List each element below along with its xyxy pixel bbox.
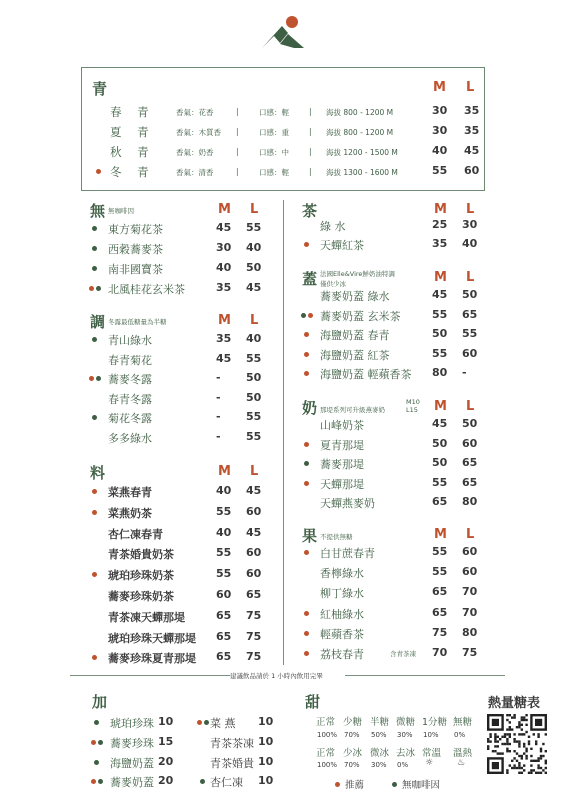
guo-item-name[interactable]: 荔枝春青 [320,648,364,661]
price-m: 55 [432,545,448,558]
qing-item-aroma: 香氣：花香 [176,108,214,117]
size-l-label: L [250,464,259,479]
separator: | [236,107,239,116]
size-m-label: M [433,80,446,95]
recommend-dot-icon [92,572,97,577]
price-l: 75 [462,646,478,659]
diao-note: 冬露最低糖量為半糖 [108,318,167,326]
price-l: 40 [246,332,262,345]
price-l: 60 [462,346,478,360]
price-l: 70 [462,605,478,619]
separator: | [309,127,312,136]
price-m: 55 [216,504,232,518]
wu-item-name[interactable]: 南非國寶茶 [108,263,163,276]
recommend-dot-icon [304,352,309,357]
price-m: 70 [432,646,448,659]
addon-name[interactable]: 琥珀珍珠 [110,717,154,730]
legend-no-caffeine: 無咖啡因 [402,780,441,791]
price-m: 55 [216,546,232,560]
price-m: 75 [432,625,448,639]
price-l: 35 [464,124,480,137]
addon-name[interactable]: 蕎麥奶蓋 [110,776,154,789]
size-l-label: L [466,270,475,285]
price-l: 55 [246,221,262,234]
price-l: 75 [246,650,262,664]
price-m: 50 [432,456,448,469]
size-m-label: M [434,270,447,285]
column-divider [283,200,284,665]
guo-item-name[interactable]: 輕蘋香茶 [320,627,364,641]
gai-item-name[interactable]: 蕎麥奶蓋 綠水 [320,290,390,303]
recommend-dot-icon [197,720,202,725]
legend-recommend: 推薦 [345,780,365,791]
price-m: 40 [216,484,232,497]
sugar-level[interactable]: 半糖 [370,717,390,728]
price-l: 55 [246,351,262,365]
price-l: 60 [462,565,478,579]
separator: | [309,167,312,176]
price-m: 65 [432,495,448,508]
qing-item-altitude: 海拔 800 - 1200 M [326,108,394,117]
addon-price: 15 [158,735,174,748]
recommend-dot-icon [92,655,97,660]
diao-item-name[interactable]: 青山綠水 [108,334,152,347]
price-l: 55 [462,327,478,340]
no-caffeine-dot-icon [92,226,97,231]
price-l: 50 [246,261,262,274]
size-l-label: L [466,399,475,414]
sugar-percent: 0% [454,731,466,739]
guo-item-name[interactable]: 柳丁綠水 [320,587,364,601]
diao-item-name[interactable]: 多多綠水 [108,431,152,445]
ice-level[interactable]: 少冰 [343,748,363,759]
price-m: 65 [432,605,448,619]
price-l: 75 [246,608,262,622]
separator: | [309,107,312,116]
diao-heading: 調 [90,313,106,331]
sugar-level[interactable]: 無糖 [453,717,473,728]
price-l: 65 [246,588,262,601]
price-l: 35 [464,104,480,117]
ice-level[interactable]: 微冰 [370,748,390,759]
ice-percent: 70% [344,761,360,769]
price-m: 65 [216,608,232,622]
diao-item-name[interactable]: 菊花冬露 [108,412,152,425]
liao-item-name[interactable]: 菜燕奶茶 [108,506,152,520]
divider-left [70,675,230,676]
price-l: 50 [462,288,478,301]
ice-level[interactable]: 常溫 [422,748,442,759]
addon-price: 10 [158,715,174,728]
no-caffeine-dot-icon [96,286,101,291]
addon-price: 10 [258,715,274,728]
size-l-label: L [466,80,475,95]
price-m: 50 [432,436,448,450]
price-m: 60 [216,588,232,601]
size-m-label: M [218,313,231,328]
addon-price: 20 [158,755,174,768]
price-l: 60 [246,567,262,581]
qing-heading: 青 [92,80,108,98]
addon-price: 10 [258,735,274,748]
price-l: 50 [246,371,262,384]
nai-heading: 奶 [302,399,318,417]
size-l-label: L [250,202,259,217]
ice-level[interactable]: 溫熱 [453,748,473,759]
addon-name[interactable]: 菜 燕 [210,717,236,730]
price-l: 60 [462,436,478,450]
price-l: 40 [246,241,262,254]
liao-heading: 料 [90,464,106,482]
ice-percent: 0% [397,761,409,769]
liao-item-name[interactable]: 蕎麥珍珠夏青那堤 [108,652,196,666]
gai-note-2: 僅供少冰 [320,280,346,288]
price-m: - [216,410,221,423]
price-m: 40 [216,525,232,539]
recommend-dot-icon [304,371,309,376]
price-l: 70 [462,585,478,599]
wu-item-name[interactable]: 西穀蕎麥茶 [108,243,163,256]
price-m: 45 [216,221,232,234]
price-l: 40 [462,237,478,250]
price-m: 45 [432,288,448,301]
recommend-dot-icon [96,169,101,174]
qing-item-name[interactable]: 冬 青 [110,165,155,179]
cha-heading: 茶 [302,202,318,220]
ice-percent: 100% [317,761,338,769]
separator: | [236,167,239,176]
nai-item-name[interactable]: 蕎麥那堤 [320,458,364,471]
nai-note: 那堤系列可升級燕麥奶 [320,406,385,414]
guo-item-name[interactable]: 白甘蔗春青 [320,547,375,560]
recommend-dot-icon [304,611,309,616]
price-m: 40 [432,144,448,157]
price-m: 55 [432,164,448,177]
price-m: - [216,390,221,404]
separator: | [236,127,239,136]
no-caffeine-dot-icon [301,313,306,318]
qing-item-name[interactable]: 秋 青 [110,145,155,159]
nai-upgrade-m: M10 [406,398,420,406]
separator: | [236,147,239,156]
nai-upgrade-l: L15 [406,406,418,414]
room-temp-icon: ☼ [425,758,434,768]
diao-item-name[interactable]: 春青菊花 [108,353,152,367]
ice-level[interactable]: 正常 [316,748,336,759]
sugar-level[interactable]: 1分糖 [422,717,448,728]
recommend-dot-icon [304,631,309,636]
price-m: 55 [432,475,448,489]
no-caffeine-dot-icon [304,461,309,466]
qing-item-aroma: 香氣：奶香 [176,148,214,157]
price-l: 50 [462,417,478,430]
nai-item-name[interactable]: 天蟬那堤 [320,477,364,491]
liao-item-name[interactable]: 琥珀珍珠天蟬那堤 [108,631,196,645]
recommend-dot-icon [89,286,94,291]
price-m: 30 [432,124,448,137]
recommend-dot-icon [308,313,313,318]
jia-heading: 加 [92,693,108,711]
size-m-label: M [218,464,231,479]
size-m-label: M [434,202,447,217]
gai-item-name[interactable]: 海鹽奶蓋 輕蘋香茶 [320,368,412,381]
sugar-percent: 50% [371,731,387,739]
nai-item-name[interactable]: 山峰奶茶 [320,419,364,432]
price-m: 35 [216,281,232,294]
item-tag: 含青茶凍 [390,650,416,658]
price-l: - [462,366,467,379]
liao-item-name[interactable]: 蕎麥珍珠奶茶 [108,590,174,603]
price-m: 65 [216,650,232,664]
size-m-label: M [434,399,447,414]
gai-item-name[interactable]: 蕎麥奶蓋 玄米茶 [320,309,401,323]
recommend-dot-icon [91,740,96,745]
drink-time-note: 建議飲品請於 1 小時內飲用完畢 [230,672,323,680]
addon-name[interactable]: 杏仁凍 [210,776,243,789]
price-l: 80 [462,495,478,508]
qing-item-aroma: 香氣：木質香 [176,128,221,137]
liao-item-name[interactable]: 琥珀珍珠奶茶 [108,569,174,583]
nai-item-name[interactable]: 天蟬燕麥奶 [320,497,375,510]
price-l: 60 [464,164,480,177]
sugar-level[interactable]: 少糖 [343,717,363,728]
price-m: 25 [432,218,448,231]
divider-right [345,675,505,676]
price-l: 45 [464,144,480,157]
qing-item-taste: 口感：中 [259,148,289,157]
liao-item-name[interactable]: 青茶凍天蟬那堤 [108,610,185,624]
addon-name[interactable]: 青茶茶凍 [210,737,254,750]
price-l: 45 [246,525,262,539]
size-l-label: L [250,313,259,328]
price-l: 60 [462,545,478,558]
price-m: 30 [216,241,232,254]
sugar-percent: 10% [423,731,439,739]
size-m-label: M [434,527,447,542]
addon-name[interactable]: 海鹽奶蓋 [110,757,154,770]
qing-item-name[interactable]: 春 青 [110,105,155,119]
price-l: 80 [462,625,478,639]
liao-item-name[interactable]: 青茶婚貴奶茶 [108,548,174,562]
sugar-percent: 100% [317,731,338,739]
no-caffeine-dot-icon [92,246,97,251]
no-caffeine-dot-icon [92,337,97,342]
no-caffeine-dot-icon [392,782,397,787]
price-l: 45 [246,484,262,497]
ice-percent: 30% [371,761,387,769]
diao-item-name[interactable]: 蕎麥冬露 [108,373,152,386]
no-caffeine-dot-icon [204,720,209,725]
separator: | [309,147,312,156]
qing-item-taste: 口感：輕 [259,168,289,177]
recommend-dot-icon [89,376,94,381]
price-m: 50 [432,327,448,340]
price-m: 55 [432,346,448,360]
liao-item-name[interactable]: 菜燕春青 [108,486,152,499]
price-m: 30 [432,104,448,117]
addon-name[interactable]: 青茶婚貴 [210,757,254,770]
cha-item-name[interactable]: 綠 水 [320,220,346,233]
cha-item-name[interactable]: 天蟬紅茶 [320,239,364,252]
recommend-dot-icon [92,489,97,494]
price-m: 55 [432,565,448,579]
guo-heading: 果 [302,527,318,545]
qing-item-name[interactable]: 夏 青 [110,125,155,139]
nai-item-name[interactable]: 夏青那堤 [320,438,364,452]
recommend-dot-icon [304,442,309,447]
price-l: 45 [246,281,262,294]
recommend-dot-icon [304,651,309,656]
price-l: 60 [246,504,262,518]
wu-item-name[interactable]: 北風桂花玄米茶 [108,283,185,296]
gai-heading: 蓋 [302,270,318,288]
price-m: - [216,429,221,443]
guo-item-name[interactable]: 紅柚綠水 [320,607,364,621]
price-m: 40 [216,261,232,274]
price-m: - [216,371,221,384]
no-caffeine-dot-icon [98,740,103,745]
guo-note: 不提供無糖 [320,533,353,541]
qing-item-altitude: 海拔 1300 - 1600 M [326,168,398,177]
tian-heading: 甜 [305,693,321,711]
diao-item-name[interactable]: 春青冬露 [108,392,152,406]
gai-item-name[interactable]: 海鹽奶蓋 春青 [320,329,390,342]
recommend-dot-icon [92,510,97,515]
qing-item-taste: 口感：輕 [259,108,289,117]
price-l: 65 [462,307,478,321]
price-m: 65 [216,629,232,643]
sugar-level[interactable]: 微糖 [396,717,416,728]
qing-item-aroma: 香氣：清香 [176,168,214,177]
sugar-percent: 70% [344,731,360,739]
price-l: 55 [246,410,262,423]
gai-note-1: 法國Elle&Vire鮮奶油特調 [320,270,395,278]
sugar-level[interactable]: 正常 [316,717,336,728]
wu-note: 無咖啡因 [108,207,134,215]
no-caffeine-dot-icon [96,376,101,381]
price-m: 55 [432,307,448,321]
wu-heading: 無 [90,202,106,220]
recommend-dot-icon [304,332,309,337]
qing-item-altitude: 海拔 800 - 1200 M [326,128,394,137]
recommend-dot-icon [91,779,96,784]
addon-name[interactable]: 蕎麥珍珠 [110,737,154,750]
recommend-dot-icon [304,550,309,555]
price-m: 35 [432,237,448,250]
recommend-dot-icon [335,782,340,787]
price-l: 65 [462,456,478,469]
gai-item-name[interactable]: 海鹽奶蓋 紅茶 [320,348,390,362]
price-m: 65 [432,585,448,599]
qing-item-altitude: 海拔 1200 - 1500 M [326,148,398,157]
price-m: 80 [432,366,448,379]
ice-level[interactable]: 去冰 [396,748,416,759]
wu-item-name[interactable]: 東方菊花茶 [108,223,163,236]
sugar-percent: 30% [397,731,413,739]
guo-item-name[interactable]: 香檸綠水 [320,567,364,581]
qr-code-icon[interactable] [487,714,547,774]
recommend-dot-icon [304,242,309,247]
size-m-label: M [218,202,231,217]
qing-item-taste: 口感：重 [259,128,289,137]
no-caffeine-dot-icon [94,720,99,725]
size-l-label: L [466,202,475,217]
addon-price: 10 [258,755,274,768]
no-caffeine-dot-icon [94,760,99,765]
price-m: 45 [216,351,232,365]
no-caffeine-dot-icon [200,779,205,784]
no-caffeine-dot-icon [92,415,97,420]
calorie-sugar-title: 熱量糖表 [488,696,541,711]
price-m: 35 [216,332,232,345]
brand-logo [258,14,308,52]
price-l: 30 [462,218,478,231]
addon-price: 20 [158,774,174,787]
price-l: 50 [246,390,262,404]
price-m: 45 [432,417,448,430]
price-l: 55 [246,429,262,443]
price-l: 65 [462,475,478,489]
hot-cup-icon: ♨ [457,758,466,768]
size-l-label: L [466,527,475,542]
no-caffeine-dot-icon [92,266,97,271]
price-l: 60 [246,546,262,560]
price-m: 55 [216,567,232,581]
liao-item-name[interactable]: 杏仁凍春青 [108,527,163,541]
addon-price: 10 [258,774,274,787]
no-caffeine-dot-icon [98,779,103,784]
recommend-dot-icon [304,481,309,486]
price-l: 75 [246,629,262,643]
